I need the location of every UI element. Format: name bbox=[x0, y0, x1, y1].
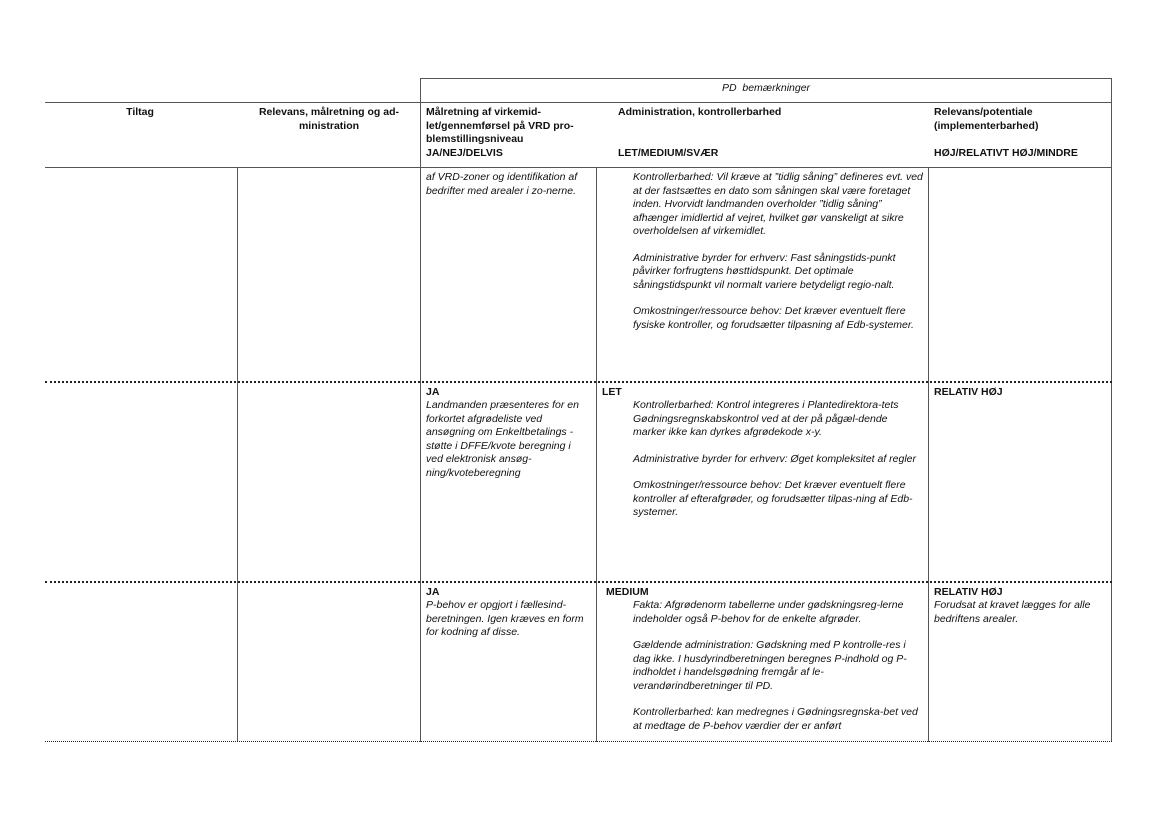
row3-gaeldende-administration: Gældende administration: Gødskning med P kontrolle-res i dag ikke. I husdyrindberetningen beregnes P-indhold og P-indholdet i handelsgødning fremgår af le-verandørindberetninger til PD. bbox=[633, 639, 907, 692]
row3-potentiale-text: Forudsat at kravet lægges for alle bedriftens arealer. bbox=[934, 599, 1091, 625]
column-divider-1 bbox=[237, 167, 238, 742]
row1-maalretning-text: af VRD-zoner og identifikation af bedrifter med arealer i zo-nerne. bbox=[426, 171, 578, 197]
row2-administrative-byrder: Administrative byrder for erhverv: Øget kompleksitet af regler bbox=[633, 452, 917, 465]
column-divider-2 bbox=[420, 78, 421, 742]
row1-administrative-byrder: Administrative byrder for erhverv: Fast såningstids-punkt påvirker forfrugtens høsttidspunkt. Det optimale såningstidspunkt vil normalt variere betydeligt regio-nalt. bbox=[633, 251, 896, 291]
row2-maalretning-text: Landmanden præsenteres for en forkortet afgrødeliste ved ansøgning om Enkeltbetalings -støtte i DFFE/kvote beregning i ved elektronisk ansøg-ning/kvoteberegning bbox=[426, 399, 579, 479]
row2-admin-rating: LET bbox=[602, 386, 622, 398]
column-divider-3 bbox=[596, 167, 597, 742]
row1-admin-notes bbox=[633, 171, 923, 345]
header-maalretning: Målretning af virkemid-let/gennemførsel på VRD pro-blemstillingsniveau bbox=[426, 106, 574, 145]
row3-potentiale-rating: RELATIV HØJ bbox=[934, 586, 1003, 598]
row1-kontrollerbarhed: Kontrollerbarhed: Vil kræve at ”tidlig såning” defineres evt. ved at der fastsættes en dato som såningen skal være foretaget inden. Hvorvidt landmanden overholder ”tidlig såning” afhænger imidlertid af vejret, hvilket gør vanskeligt at sikre overholdelsen af virkemidlet. bbox=[633, 171, 923, 237]
row3-maalretning-text: P-behov er opgjort i fællesind-beretningen. Igen kræves en form for kodning af disse. bbox=[426, 599, 584, 638]
row-separator-1 bbox=[45, 381, 1112, 383]
header-potentiale: Relevans/potentiale (implementerbarhed) bbox=[934, 106, 1039, 132]
header-administration-scale: LET/MEDIUM/SVÆR bbox=[618, 147, 719, 159]
row3-kontrollerbarhed: Kontrollerbarhed: kan medregnes i Gødningsregnska-bet ved at medtage de P-behov værdier der er anført bbox=[633, 706, 918, 732]
row2-potentiale-rating: RELATIV HØJ bbox=[934, 386, 1003, 398]
header-tiltag: Tiltag bbox=[126, 106, 154, 118]
row1-omkostninger: Omkostninger/ressource behov: Det kræver eventuelt flere fysiske kontroller, og forudsætter tilpasning af Edb-systemer. bbox=[633, 305, 914, 331]
row3-admin-notes bbox=[633, 599, 923, 737]
top-header-top-border bbox=[420, 78, 1112, 79]
pd-bemaerkninger-header: PD bemærkninger bbox=[721, 82, 811, 94]
column-divider-right bbox=[1111, 78, 1112, 742]
header-relevans: Relevans, målretning og ad-ministration bbox=[258, 106, 400, 132]
row2-omkostninger: Omkostninger/ressource behov: Det kræver eventuelt flere kontroller af efterafgrøder, og forudsætter tilpas-ning af Edb-systemer. bbox=[633, 479, 913, 518]
header-maalretning-scale: JA/NEJ/DELVIS bbox=[426, 147, 503, 159]
row2-maalretning-rating: JA bbox=[426, 386, 440, 398]
row-separator-2 bbox=[45, 581, 1112, 583]
row3-maalretning-rating: JA bbox=[426, 586, 440, 598]
row3-admin-rating: MEDIUM bbox=[606, 586, 649, 598]
header-bottom-border bbox=[45, 167, 1112, 168]
row-separator-bottom bbox=[45, 741, 1112, 742]
row2-admin-notes bbox=[633, 399, 923, 533]
header-top-border bbox=[45, 102, 1112, 103]
header-administration: Administration, kontrollerbarhed bbox=[618, 106, 782, 118]
row2-kontrollerbarhed: Kontrollerbarhed: Kontrol integreres i Plantedirektora-tets Gødningsregnskabskontrol ved at der på pågæl-dende marker ikke kan dyrkes afgrødekode x-y. bbox=[633, 399, 899, 438]
header-potentiale-scale: HØJ/RELATIVT HØJ/MINDRE bbox=[934, 147, 1078, 159]
row3-fakta: Fakta: Afgrødenorm tabellerne under gødskningsreg-lerne indeholder også P-behov for de enkelte afgrøder. bbox=[633, 599, 904, 625]
column-divider-4 bbox=[928, 167, 929, 742]
